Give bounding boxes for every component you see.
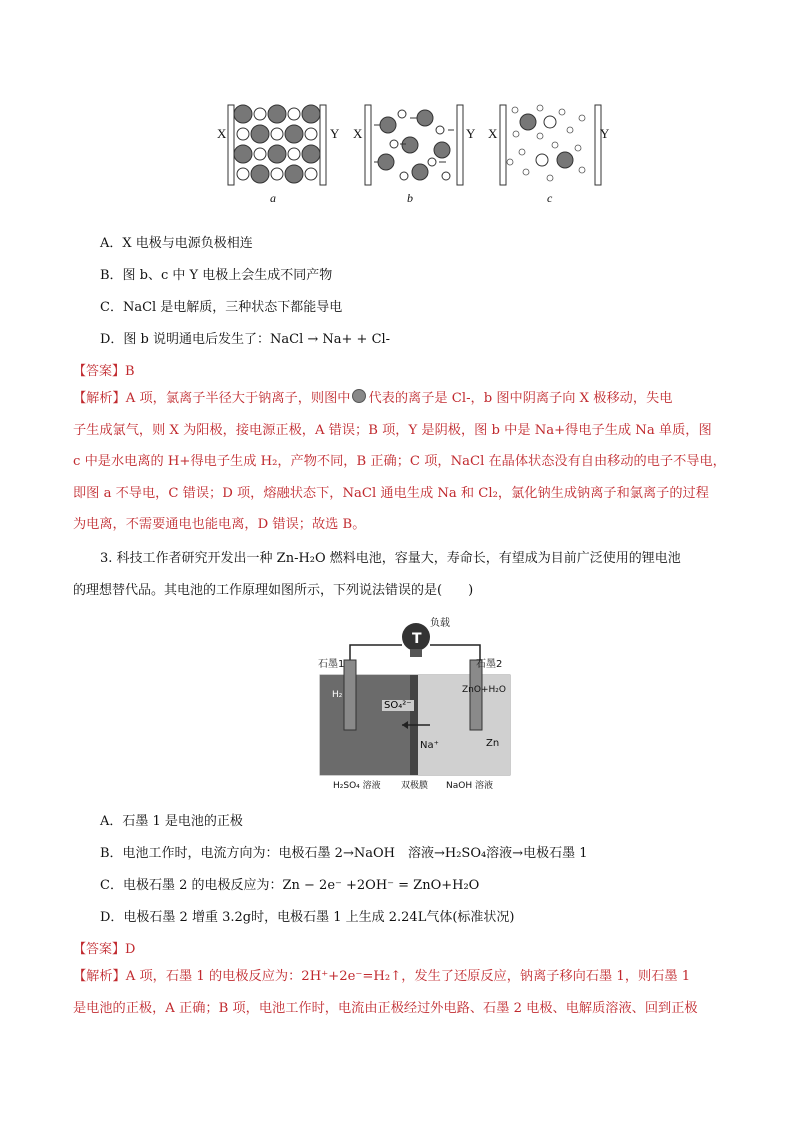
sodium-ion bbox=[254, 148, 266, 160]
chloride-ion bbox=[268, 145, 286, 163]
electrode-y-label: Y bbox=[330, 126, 340, 141]
q2-analysis-line: 为电离，不需要通电也能电离，D 错误；故选 B。 bbox=[73, 517, 366, 532]
q2-analysis-line: 即图 a 不导电，C 错误；D 项，熔融状态下，NaCl 通电生成 Na 和 Cl₂，氯化钠生成钠离子和氯离子的过程 bbox=[73, 485, 709, 501]
q3-option-c: C．电极石墨 2 的电极反应为：Zn − 2e⁻ +2OH⁻ = ZnO+H₂O bbox=[100, 878, 480, 893]
q3-option-a: A．石墨 1 是电池的正极 bbox=[100, 814, 243, 829]
q2-analysis-line: 【解析】A 项，氯离子半径大于钠离子，则图中 bbox=[73, 391, 351, 406]
sodium-ion bbox=[288, 108, 300, 120]
electrode-x-label: X bbox=[488, 126, 498, 141]
electrode-y-label: Y bbox=[600, 126, 610, 141]
q3-option-b: B．电池工作时，电流方向为：电极石墨 2→NaOH 溶液→H₂SO₄溶液→电极石墨 1 bbox=[100, 846, 588, 861]
q2-option-b: B．图 b、c 中 Y 电极上会生成不同产物 bbox=[100, 268, 333, 283]
panel-label-a: a bbox=[270, 191, 276, 205]
q2-analysis-line: c 中是水电离的 H+得电子生成 H₂，产物不同，B 正确；C 项，NaCl 在晶体状态没有自由移动的电子不导电， bbox=[73, 454, 726, 469]
q3-stem: 3. 科技工作者研究开发出一种 Zn-H₂O 燃料电池，容量大，寿命长，有望成为目前广泛使用的锂电池 bbox=[100, 551, 681, 566]
q3-stem: 的理想替代品。其电池的工作原理如图所示，下列说法错误的是( ) bbox=[73, 583, 474, 598]
electrode-x-label: X bbox=[353, 126, 363, 141]
sodium-ion bbox=[237, 128, 249, 140]
graphite1-label: 石墨1 bbox=[318, 659, 345, 670]
sodium-ion bbox=[271, 168, 283, 180]
electrode-x-label: X bbox=[217, 126, 227, 141]
chloride-ion bbox=[251, 125, 269, 143]
naoh-label: NaOH 溶液 bbox=[446, 781, 493, 791]
q2-answer: 【答案】B bbox=[73, 364, 135, 379]
chloride-ion bbox=[285, 125, 303, 143]
sodium-label: Na⁺ bbox=[420, 740, 439, 751]
q2-analysis-line: 代表的离子是 Cl-，b 图中阴离子向 X 极移动，失电 bbox=[368, 391, 673, 406]
q3-analysis-line: 【解析】A 项，石墨 1 的电极反应为：2H⁺+2e⁻=H₂↑，发生了还原反应，钠离子移向石墨 1，则石墨 1 bbox=[73, 969, 691, 984]
chloride-ion bbox=[234, 105, 252, 123]
sodium-ion bbox=[305, 128, 317, 140]
panel-label-c: c bbox=[547, 191, 553, 205]
zno-label: ZnO+H₂O bbox=[462, 685, 506, 695]
load-label: 负载 bbox=[430, 618, 450, 629]
zn-label: Zn bbox=[486, 738, 500, 749]
electrode-y-label: Y bbox=[466, 126, 476, 141]
svg-text:T: T bbox=[412, 631, 422, 647]
sodium-ion bbox=[237, 168, 249, 180]
sodium-ion bbox=[305, 168, 317, 180]
q3-analysis-line: 是电池的正极，A 正确；B 项，电池工作时，电流由正极经过外电路、石墨 2 电极、电解质溶液、回到正极 bbox=[73, 1000, 698, 1016]
chloride-ion bbox=[302, 145, 320, 163]
h2so4-label: H₂SO₄ 溶液 bbox=[333, 781, 381, 791]
q2-option-a: A．X 电极与电源负极相连 bbox=[100, 236, 253, 251]
sodium-ion bbox=[271, 128, 283, 140]
q2-option-d: D．图 b 说明通电后发生了：NaCl → Na+ + Cl- bbox=[100, 332, 391, 347]
q3-option-d: D．电极石墨 2 增重 3.2g时，电极石墨 1 上生成 2.24L气体(标准状况) bbox=[100, 910, 515, 925]
sodium-ion bbox=[254, 108, 266, 120]
chloride-ion bbox=[285, 165, 303, 183]
chloride-ion bbox=[268, 105, 286, 123]
chloride-ion bbox=[302, 105, 320, 123]
q2-analysis bbox=[73, 383, 725, 541]
q3-answer: 【答案】D bbox=[73, 942, 136, 957]
q3-analysis bbox=[73, 961, 725, 1024]
q2-analysis-line: 子生成氯气，则 X 为阳极，接电源正极，A 错误；B 项，Y 是阴极，图 b 中是 Na+得电子生成 Na 单质，图 bbox=[73, 422, 712, 438]
q2-option-c: C．NaCl 是电解质，三种状态下都能导电 bbox=[100, 300, 343, 315]
sodium-ion bbox=[288, 148, 300, 160]
membrane-label: 双极膜 bbox=[401, 781, 429, 791]
panel-label-b: b bbox=[407, 191, 413, 205]
h2-label: H₂ bbox=[332, 690, 343, 700]
ion-circle-icon bbox=[352, 389, 366, 403]
sulfate-label: SO₄²⁻ bbox=[384, 700, 412, 711]
chloride-ion bbox=[251, 165, 269, 183]
graphite2-label: 石墨2 bbox=[476, 659, 503, 670]
chloride-ion bbox=[234, 145, 252, 163]
